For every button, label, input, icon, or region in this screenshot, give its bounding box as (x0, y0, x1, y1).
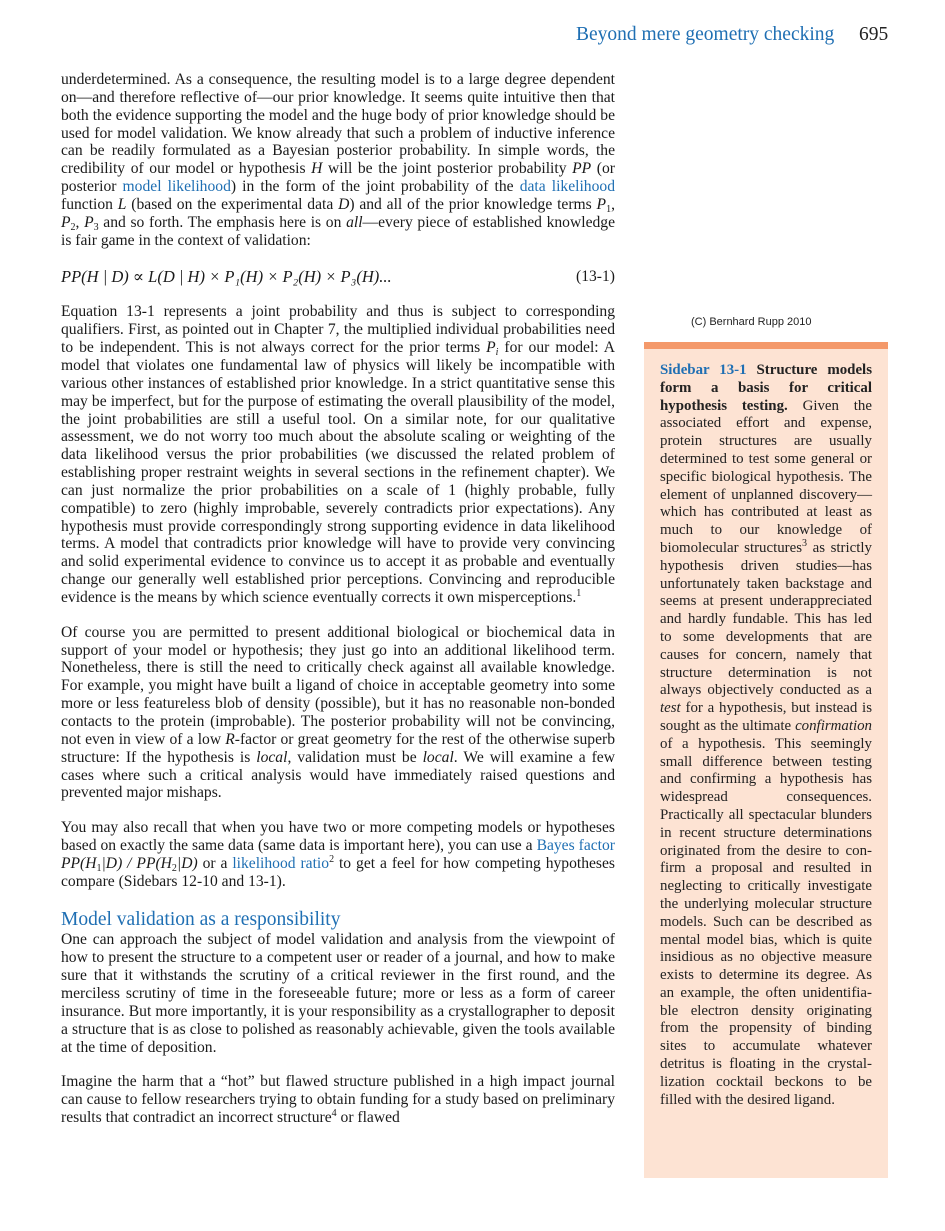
page-number: 695 (859, 24, 889, 45)
copyright-credit: (C) Bernhard Rupp 2010 (691, 316, 812, 328)
sidebar-label: Sidebar 13-1 (660, 362, 747, 378)
main-column (61, 71, 615, 1127)
footnote-ref-4[interactable]: 4 (331, 1108, 337, 1120)
paragraph-4: You may also recall that when you have two or more competing models or hypotheses based on exactly the same data (same data is important here), you can use a Bayes factor $PP(H_1|D) / PP(H_2|D)$ or a likelihood ratio$^2$ to get a feel for how competing hypotheses compare (Sidebars 12-10 and 13-1). (61, 819, 615, 890)
footnote-ref-3[interactable]: 3 (802, 537, 808, 549)
footnote-ref-1[interactable]: 1 (576, 587, 582, 599)
equation-13-1 (61, 268, 615, 290)
running-title: Beyond mere geometry checking (576, 24, 835, 45)
sidebar-body: Sidebar 13-1 Structure models form a basis for critical hypothesis testing. Given the associated effort and expense, protein structures are usually determined to test some general or specific biological hypothesis. The element of unplanned discovery—which has contributed at least as much to our knowledge of biomolecular structures$^3$ as strictly hypothesis driven studies—has unfortunately taken backstage and seems at present underappreciated and hardly fundable. This has led to some developments that are causes for concern, namely that structure determination is not always objectively conducted as a test for a hypothesis, but instead is sought as the ultimate confirmation of a hypothesis. This seemingly small difference between testing and confirming a hypothesis has widespread consequences. Practically all spectacular blunders in recent structure determinations originated from the desire to confirm a proposal and resulted in neglecting to critically investigate the underlying molecular structure models. Such can be described as mental model bias, which is quite insidious as no objective measure exists to determine its degree. As an example, the often unidentifiable electron density originating from the propensity of binding sites to accumulate whatever detritus is floating in the crystallization cocktail beckons to be filled with the desired ligand. (660, 362, 872, 1108)
sidebar-13-1 (644, 342, 888, 1178)
paragraph-5: One can approach the subject of model validation and analysis from the viewpoint of how to present the structure to a competent user or reader of a journal, and how to make sure that it withstands the scrutiny of a critical reviewer in the first round, and the merciless scrutiny of time in the foreseeable future; more or less as a form of career insurance. But more importantly, it is your responsibility as a crystallographer to deposit a structure that is as close to polished as reasonably achievable, given the tools available at the time of deposition. (61, 931, 615, 1056)
link-model-likelihood[interactable]: model likelihood (122, 178, 231, 196)
equation-number: (13-1) (576, 268, 615, 286)
sidebar-title: Structure models form a basis for critical hypothesis testing. (660, 362, 872, 414)
paragraph-2: Equation 13-1 represents a joint probability and thus is subject to corresponding qualifiers. First, as pointed out in Chapter 7, the multiplied individual probabilities need to be independent. This is not always correct for the prior terms $P_i$ for our model: A model that violates one fundamental law of physics will likely be incompatible with various other instances of established prior knowledge. In a strict quantitative sense this may be imperfect, but for the purpose of estimating the overall plausibility of the model, the joint probabilities are still a useful tool. On a similar note, for our qualitative assessment, we do not worry too much about the absolute scaling or weighting of the data likelihood versus the prior probabilities (we discussed the related problem of establishing proper restraint weights in several sections in the refinement chapter). We can just normalize the prior probabilities on a scale of 1 (highly probable, fully compatible) to zero (highly improbable, severely contradicts prior expectations). Any hypothesis must provide correspondingly strong supporting evidence in data likelihood terms. A model that contradicts prior knowledge will have to provide very convincing and solid experimental evidence to convince us to accept it as probable and eventually change our generally well established prior perceptions. Convincing and reproducible evidence is the means by which science eventually corrects it own misperceptions.$^1$ (61, 303, 615, 606)
footnote-ref-2[interactable]: 2 (329, 853, 335, 865)
paragraph-6: Imagine the harm that a “hot” but flawed structure published in a high impact journal can cause to fellow researchers trying to obtain funding for a study based on preliminary results that contradict an incorrect structure$^4$ or flawed (61, 1073, 615, 1127)
paragraph-3: Of course you are permitted to present additional biological or biochemical data in support of your model or hypothesis; they just go into an additional likelihood term. Nonetheless, there is still the need to critically check against all available knowledge. For example, you might have built a ligand of choice in acceptable geometry into some more or less featureless blob of density (possible), but it has no reasonable non-bonded contacts to the protein (improbable). The posterior probability will not be convincing, not even in view of a low R-factor or great geometry for the rest of the otherwise superb structure: If the hypothesis is local, validation must be local. We will examine a few cases where such a critical analysis would have immediately raised questions and prevented major mishaps. (61, 623, 615, 802)
link-bayes-factor[interactable]: Bayes factor (536, 837, 615, 855)
link-likelihood-ratio[interactable]: likelihood ratio (232, 854, 330, 872)
link-data-likelihood[interactable]: data likelihood (519, 178, 615, 196)
section-heading: Model validation as a responsibility (61, 908, 341, 930)
paragraph-1: underdetermined. As a consequence, the resulting model is to a large degree dependent on—and therefore reflective of—our prior knowledge. It seems quite intuitive then that both the evidence supporting the model and the huge body of prior knowledge should be used for model validation. We know already that such a problem of inductive inference can be readily formulated as a Bayesian posterior probability. In simple words, the credibility of our model or hypothesis H will be the joint posterior probability PP (or posterior model likelihood) in the form of the joint probability of the data likelihood function L (based on the experimental data D) and all of the prior knowledge terms $P_1$, $P_2$, $P_3$ and so forth. The emphasis here is on all—every piece of established knowledge is fair game in the context of validation: (61, 71, 616, 249)
equation-formula: PP(H | D) ∝ L(D | H) × P₁(H) × P₂(H) × P₃(H)... (61, 267, 392, 287)
